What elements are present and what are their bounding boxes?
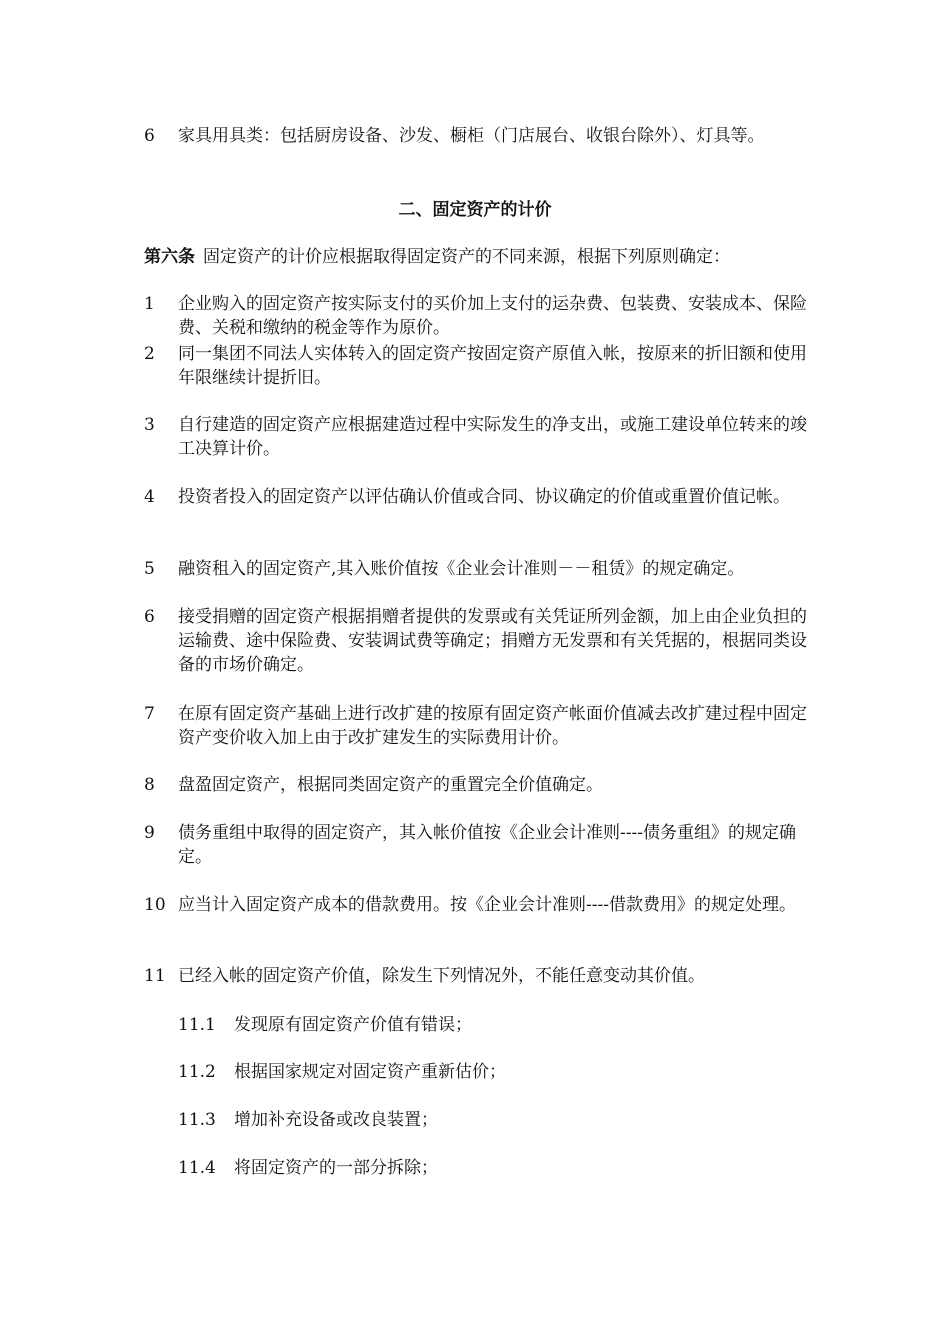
list-item-number: 4 [144,487,155,507]
list-item-text: 家具用具类：包括厨房设备、沙发、橱柜（门店展台、收银台除外）、灯具等。 [178,126,765,146]
list-item-text: 债务重组中取得的固定资产，其入帐价值按《企业会计准则----债务重组》的规定确定。 [178,823,796,867]
sub-list-item-text: 根据国家规定对固定资产重新估价； [234,1062,506,1082]
list-item-text: 企业购入的固定资产按实际支付的买价加上支付的运杂费、包装费、安装成本、保险费、关税和缴纳的税金等作为原价。 [178,294,807,338]
list-item-number: 1 [144,294,155,314]
section-heading: 二、固定资产的计价 [398,200,552,220]
article-text: 固定资产的计价应根据取得固定资产的不同来源，根据下列原则确定： [203,247,730,267]
list-item [144,342,824,390]
list-item [144,702,824,750]
sub-list-item-text: 发现原有固定资产价值有错误； [234,1015,472,1035]
list-item [144,557,824,581]
article-six [144,245,824,269]
sub-list-item-number: 11.4 [178,1158,216,1178]
list-item [144,773,824,797]
sub-list-item-number: 11.3 [178,1110,216,1130]
list-item-text: 同一集团不同法人实体转入的固定资产按固定资产原值入帐，按原来的折旧额和使用年限继续计提折旧。 [178,344,807,388]
sub-list-item [178,1108,798,1132]
list-item-text: 投资者投入的固定资产以评估确认价值或合同、协议确定的价值或重置价值记帐。 [178,487,790,507]
list-item-text: 已经入帐的固定资产价值，除发生下列情况外，不能任意变动其价值。 [178,966,705,986]
article-label: 第六条 [144,247,195,267]
list-item [144,485,824,509]
list-item-number: 6 [144,126,155,146]
list-item-text: 接受捐赠的固定资产根据捐赠者提供的发票或有关凭证所列金额，加上由企业负担的运输费、途中保险费、安装调试费等确定；捐赠方无发票和有关凭据的，根据同类设备的市场价确定。 [178,607,807,675]
list-item-text: 应当计入固定资产成本的借款费用。按《企业会计准则----借款费用》的规定处理。 [178,895,796,915]
list-item-text: 融资租入的固定资产,其入账价值按《企业会计准则－－租赁》的规定确定。 [178,559,745,579]
list-item [144,893,824,917]
sub-list-item [178,1060,798,1084]
sub-list-item-number: 11.2 [178,1062,216,1082]
list-item-number: 11 [144,966,166,986]
list-item [144,605,824,677]
sub-list-item-number: 11.1 [178,1015,216,1035]
list-item [144,964,824,988]
list-item-text: 盘盈固定资产，根据同类固定资产的重置完全价值确定。 [178,775,603,795]
list-item [144,821,824,869]
sub-list-item [178,1156,798,1180]
list-item [144,292,824,340]
sub-list-item-text: 增加补充设备或改良装置； [234,1110,438,1130]
sub-list-item [178,1013,798,1037]
list-item-number: 8 [144,775,155,795]
list-item-number: 2 [144,344,155,364]
sub-list-item-text: 将固定资产的一部分拆除； [234,1158,438,1178]
list-item-number: 5 [144,559,155,579]
list-item-furniture [144,124,824,148]
list-item-number: 7 [144,704,155,724]
list-item-text: 在原有固定资产基础上进行改扩建的按原有固定资产帐面价值减去改扩建过程中固定资产变价收入加上由于改扩建发生的实际费用计价。 [178,704,807,748]
list-item-text: 自行建造的固定资产应根据建造过程中实际发生的净支出，或施工建设单位转来的竣工决算计价。 [178,415,807,459]
list-item-number: 10 [144,895,166,915]
list-item-number: 3 [144,415,155,435]
list-item-number: 9 [144,823,155,843]
list-item-number: 6 [144,607,155,627]
list-item [144,413,824,461]
